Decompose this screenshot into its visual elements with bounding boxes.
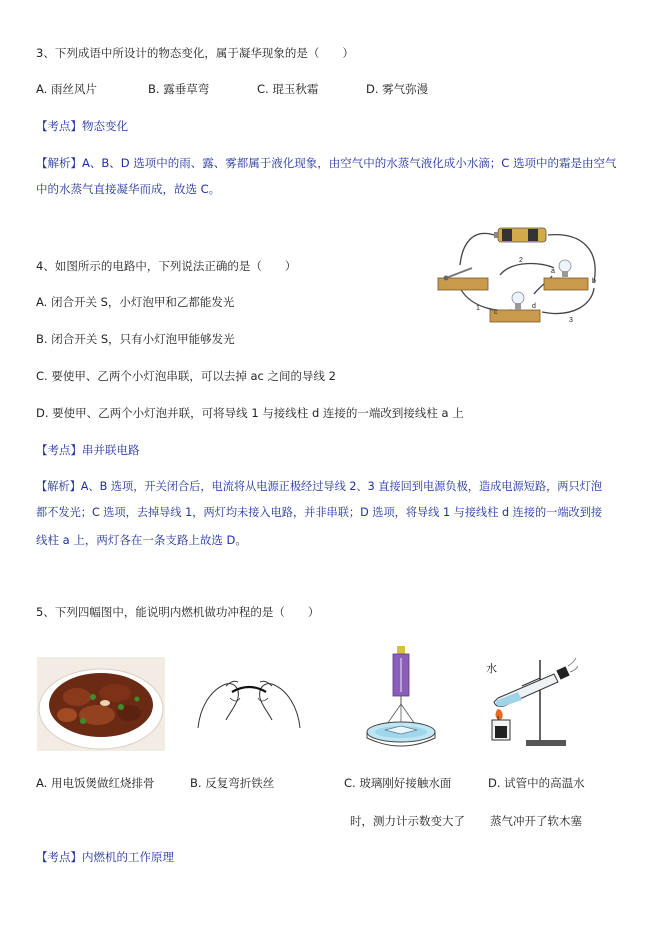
q5-caption-c: C. 玻璃刚好接触水面 bbox=[344, 776, 452, 790]
q5-caption-b: B. 反复弯折铁丝 bbox=[190, 776, 275, 790]
q5-caption-c-line2: 时，测力计示数变大了 bbox=[350, 814, 465, 828]
braised-ribs-image bbox=[37, 657, 165, 751]
q3-analysis-line2: 中的水蒸气直接凝华而成，故选 C。 bbox=[36, 182, 221, 196]
q3-option-b: B. 露垂草弯 bbox=[148, 82, 210, 96]
spring-scale-glass-image bbox=[365, 646, 437, 752]
bending-wire-image bbox=[190, 668, 308, 730]
terminal-b-label: b bbox=[592, 278, 596, 285]
q5-caption-a: A. 用电饭煲做红烧排骨 bbox=[36, 776, 155, 790]
q3-point: 【考点】物态变化 bbox=[36, 119, 128, 133]
circuit-diagram bbox=[432, 220, 622, 332]
q4-option-a: A. 闭合开关 S，小灯泡甲和乙都能发光 bbox=[36, 295, 235, 309]
q4-analysis-line1: 【解析】A、B 选项，开关闭合后，电流将从电源正极经过导线 2、3 直接回到电源负极，造成电源短路，两只灯泡 bbox=[36, 480, 603, 493]
water-label: 水 bbox=[486, 662, 497, 675]
q3-stem: 3、下列成语中所设计的物态变化，属于凝华现象的是（ ） bbox=[36, 46, 354, 60]
q4-option-c: C. 要使甲、乙两个小灯泡串联，可以去掉 ac 之间的导线 2 bbox=[36, 369, 336, 383]
terminal-d-label: d bbox=[532, 303, 536, 310]
q4-option-b: B. 闭合开关 S，只有小灯泡甲能够发光 bbox=[36, 332, 235, 346]
q3-option-d: D. 雾气弥漫 bbox=[366, 82, 429, 96]
terminal-c-label: c bbox=[494, 309, 498, 316]
wire1-label: 1 bbox=[476, 305, 480, 312]
wire3-label: 3 bbox=[569, 317, 573, 324]
q4-analysis-line3: 线柱 a 上，两灯各在一条支路上故选 D。 bbox=[36, 533, 247, 547]
terminal-a-label: a bbox=[551, 268, 555, 275]
q4-option-d: D. 要使甲、乙两个小灯泡并联，可将导线 1 与接线柱 d 连接的一端改到接线柱 a 上 bbox=[36, 406, 464, 420]
wire2-label: 2 bbox=[519, 257, 523, 264]
test-tube-steam-image bbox=[478, 656, 578, 748]
q3-option-c: C. 琨玉秋霜 bbox=[257, 82, 319, 96]
q4-stem: 4、如图所示的电路中，下列说法正确的是（ ） bbox=[36, 259, 297, 273]
q4-analysis-line2: 都不发光；C 选项，去掉导线 1，两灯均未接入电路，并非串联；D 选项，将导线 1 与接线柱 d 连接的一端改到接 bbox=[36, 506, 603, 519]
q5-caption-d: D. 试管中的高温水 bbox=[488, 776, 585, 790]
q3-option-a: A. 雨丝风片 bbox=[36, 82, 97, 96]
q5-caption-d-line2: 蒸气冲开了软木塞 bbox=[490, 814, 582, 828]
q4-point: 【考点】串并联电路 bbox=[36, 443, 140, 457]
q5-point: 【考点】内燃机的工作原理 bbox=[36, 850, 174, 864]
q3-analysis-line1: 【解析】A、B、D 选项中的雨、露、雾都属于液化现象，由空气中的水蒸气液化成小水滴；C 选项中的霜是由空气 bbox=[36, 156, 617, 170]
q5-stem: 5、下列四幅图中，能说明内燃机做功冲程的是（ ） bbox=[36, 605, 320, 619]
